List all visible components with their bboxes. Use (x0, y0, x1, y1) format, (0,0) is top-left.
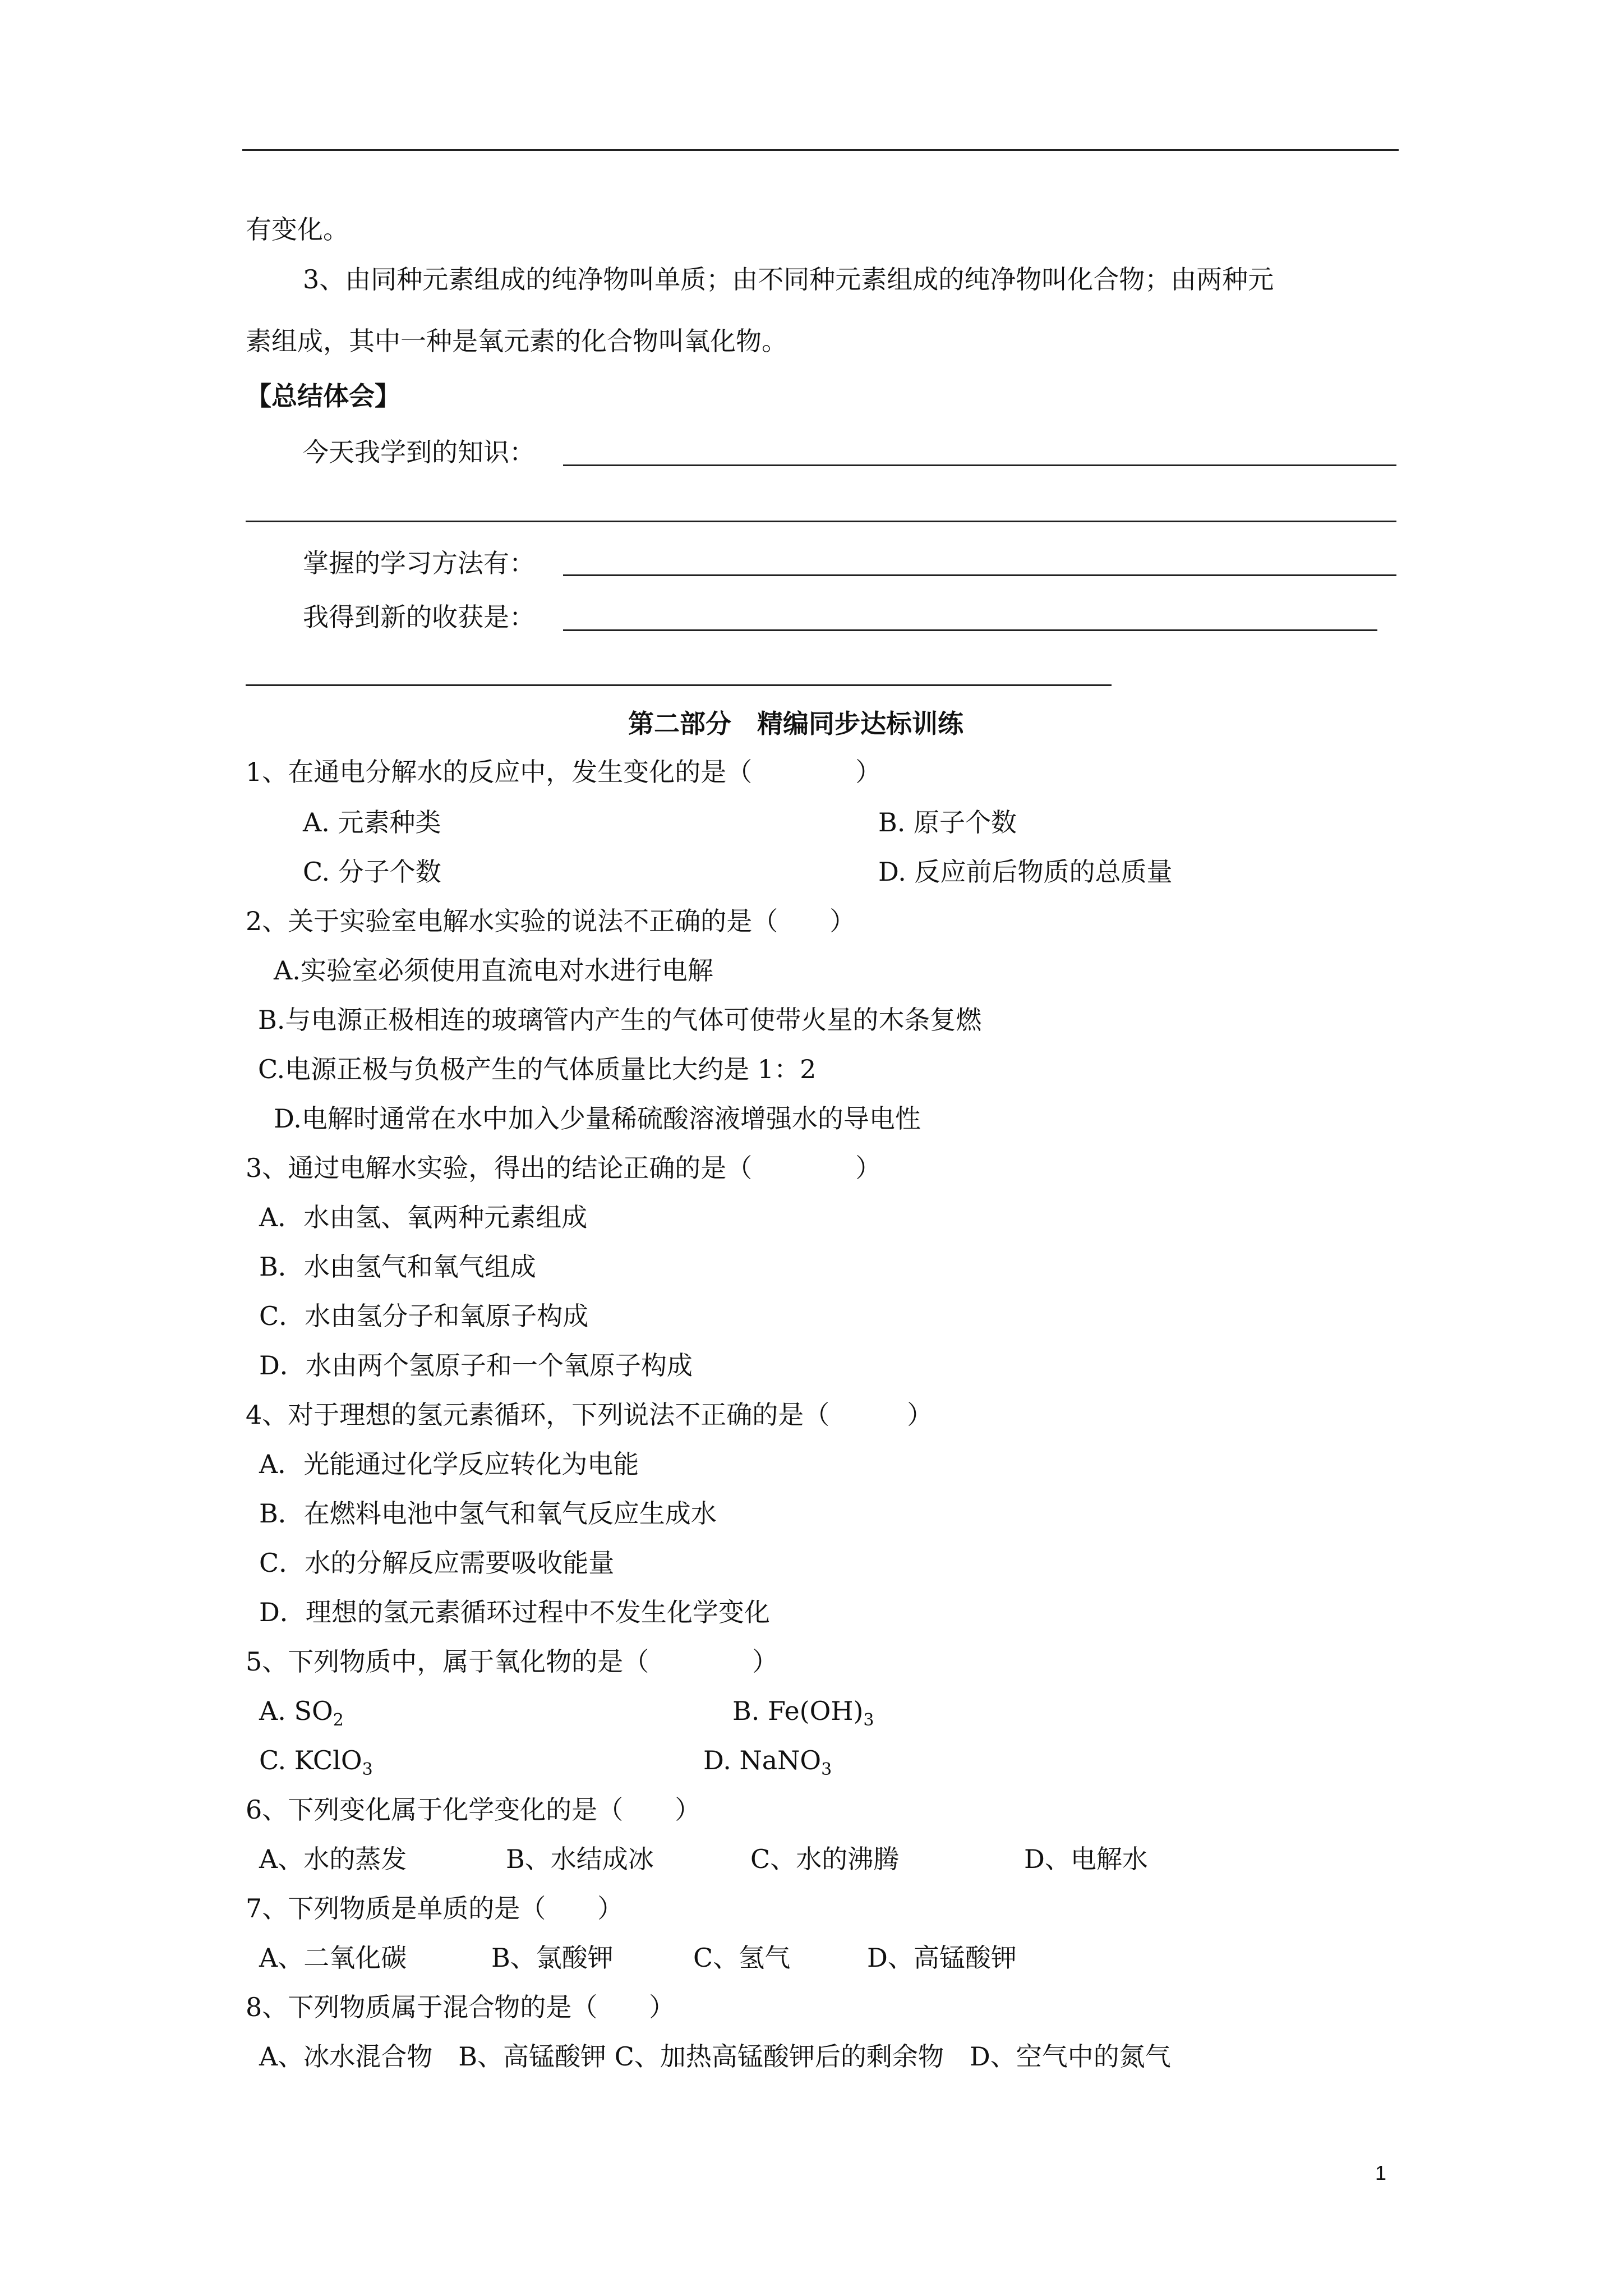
gain-answer-line[interactable] (563, 629, 1377, 631)
question-8-stem: 8、下列物质属于混合物的是（ ） (246, 1992, 675, 2022)
option-a-formula: A. SO (259, 1696, 333, 1726)
question-7-option-c[interactable]: C、氢气 (693, 1943, 791, 1973)
question-1-option-c[interactable]: C. 分子个数 (303, 857, 441, 887)
question-2-option-c[interactable]: C.电源正极与负极产生的气体质量比大约是 1：2 (258, 1054, 817, 1084)
question-5-option-a[interactable] (259, 1695, 344, 1730)
part-2-title: 第二部分 精编同步达标训练 (628, 708, 963, 739)
question-4-option-b[interactable]: B．在燃料电池中氢气和氧气反应生成水 (259, 1498, 717, 1529)
question-8-options[interactable]: A、冰水混合物 B、高锰酸钾 C、加热高锰酸钾后的剩余物 D、空气中的氮气 (259, 2041, 1171, 2072)
summary-title: 【总结体会】 (246, 381, 400, 411)
question-4-option-a[interactable]: A．光能通过化学反应转化为电能 (259, 1449, 639, 1479)
question-2-option-b[interactable]: B.与电源正极相连的玻璃管内产生的气体可使带火星的木条复燃 (258, 1005, 982, 1035)
knowledge-answer-line-2[interactable] (246, 521, 1396, 522)
gain-answer-line-2[interactable] (246, 684, 1112, 686)
option-d-subscript: 3 (821, 1760, 832, 1779)
question-6-option-c[interactable]: C、水的沸腾 (750, 1844, 900, 1874)
method-label: 掌握的学习方法有： (303, 548, 535, 578)
question-6-stem: 6、下列变化属于化学变化的是（ ） (246, 1795, 701, 1825)
option-a-subscript: 2 (333, 1710, 344, 1730)
question-7-option-a[interactable]: A、二氧化碳 (259, 1943, 407, 1973)
page-number: 1 (1375, 2161, 1387, 2184)
question-3-option-c[interactable]: C．水由氢分子和氧原子构成 (259, 1301, 589, 1331)
option-d-formula: D. NaNO (703, 1745, 822, 1775)
question-4-option-c[interactable]: C．水的分解反应需要吸收能量 (259, 1548, 615, 1578)
point-3-line-1: 3、由同种元素组成的纯净物叫单质；由不同种元素组成的纯净物叫化合物；由两种元 (303, 264, 1274, 295)
question-5-option-d[interactable] (703, 1745, 832, 1779)
question-7-option-b[interactable]: B、氯酸钾 (491, 1943, 614, 1973)
option-b-formula: B. Fe(OH) (732, 1696, 864, 1726)
question-2-option-d[interactable]: D.电解时通常在水中加入少量稀硫酸溶液增强水的导电性 (274, 1103, 921, 1134)
knowledge-label: 今天我学到的知识： (303, 437, 535, 467)
knowledge-answer-line[interactable] (563, 464, 1396, 466)
question-1-option-b[interactable]: B. 原子个数 (878, 807, 1017, 838)
question-4-stem: 4、对于理想的氢元素循环，下列说法不正确的是（ ） (246, 1400, 933, 1430)
question-1-option-a[interactable]: A. 元素种类 (303, 807, 441, 838)
question-6-option-d[interactable]: D、电解水 (1024, 1844, 1148, 1874)
question-5-option-b[interactable] (732, 1695, 874, 1730)
question-4-option-d[interactable]: D．理想的氢元素循环过程中不发生化学变化 (259, 1597, 770, 1627)
question-2-stem: 2、关于实验室电解水实验的说法不正确的是（ ） (246, 906, 856, 936)
question-6-option-a[interactable]: A、水的蒸发 (259, 1844, 407, 1874)
option-c-subscript: 3 (362, 1760, 373, 1779)
option-c-formula: C. KClO (259, 1745, 362, 1775)
question-3-option-d[interactable]: D．水由两个氢原子和一个氧原子构成 (259, 1350, 693, 1381)
question-5-stem: 5、下列物质中，属于氧化物的是（ ） (246, 1646, 778, 1677)
header-rule (242, 149, 1399, 151)
option-b-subscript: 3 (863, 1710, 874, 1730)
question-3-option-a[interactable]: A．水由氢、氧两种元素组成 (259, 1202, 588, 1232)
method-answer-line[interactable] (563, 574, 1396, 576)
question-1-stem: 1、在通电分解水的反应中，发生变化的是（ ） (246, 757, 882, 787)
intro-line: 有变化。 (246, 214, 349, 245)
question-7-stem: 7、下列物质是单质的是（ ） (246, 1893, 624, 1924)
question-6-option-b[interactable]: B、水结成冰 (506, 1844, 654, 1874)
point-3-line-2: 素组成，其中一种是氧元素的化合物叫氧化物。 (246, 326, 787, 356)
question-1-option-d[interactable]: D. 反应前后物质的总质量 (878, 857, 1173, 887)
question-3-option-b[interactable]: B．水由氢气和氧气组成 (259, 1251, 536, 1282)
question-2-option-a[interactable]: A.实验室必须使用直流电对水进行电解 (274, 955, 713, 986)
question-3-stem: 3、通过电解水实验，得出的结论正确的是（ ） (246, 1153, 882, 1183)
gain-label: 我得到新的收获是： (303, 602, 535, 632)
question-7-option-d[interactable]: D、高锰酸钾 (867, 1943, 1017, 1973)
question-5-option-c[interactable] (259, 1745, 373, 1779)
